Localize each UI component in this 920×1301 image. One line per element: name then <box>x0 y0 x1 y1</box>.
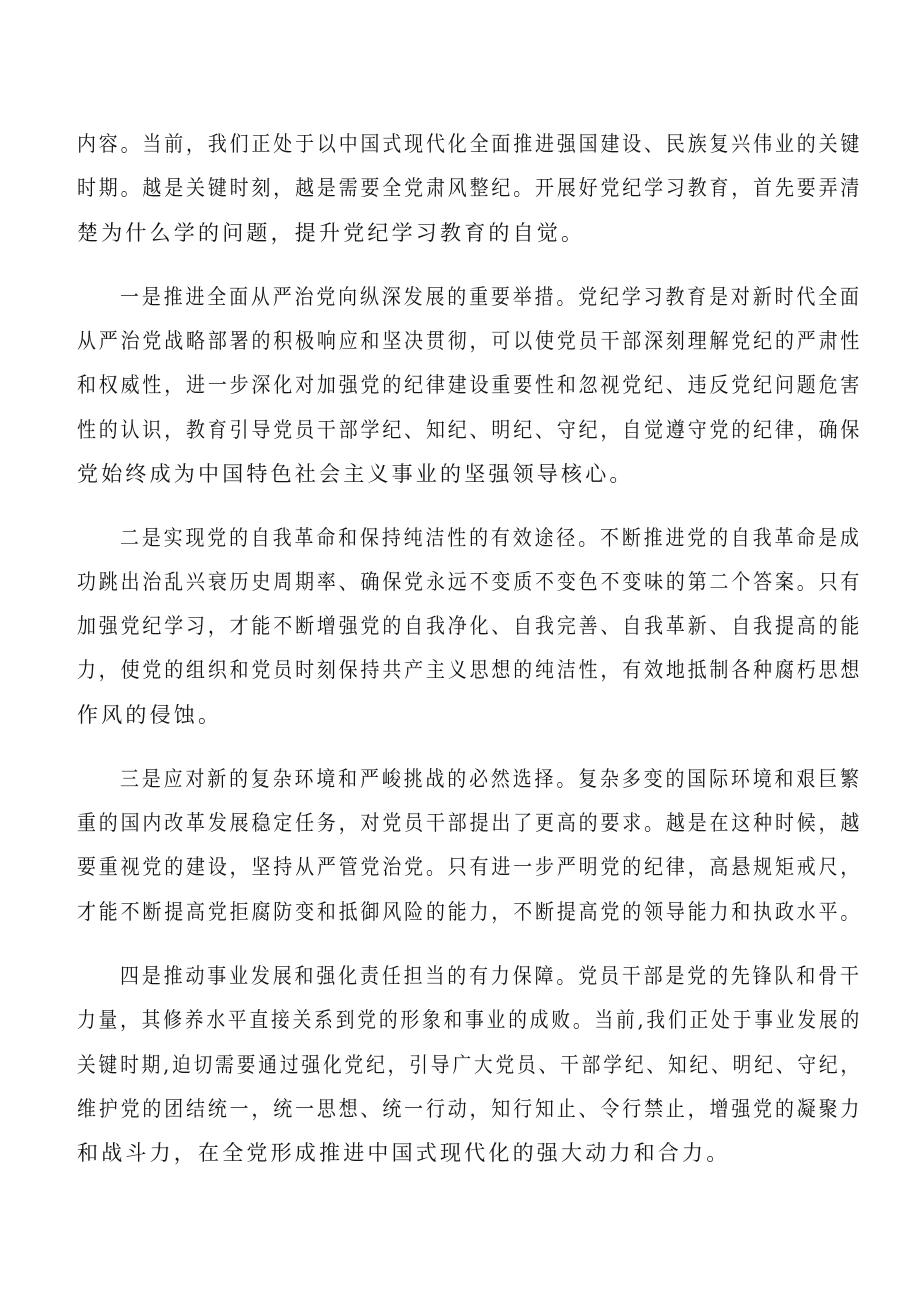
text-line: 功跳出治乱兴衰历史周期率、确保党永远不变质不变色不变味的第二个答案。只有 <box>77 570 863 594</box>
text-line: 力，使党的组织和党员时刻保持共产主义思想的纯洁性，有效地抵制各种腐朽思想 <box>77 658 863 682</box>
text-line: 维护党的团结统一，统一思想、统一行动，知行知止、令行禁止，增强党的凝聚力 <box>77 1097 863 1121</box>
text-line: 时期。越是关键时刻，越是需要全党肃风整纪。开展好党纪学习教育，首先要弄清 <box>77 176 863 200</box>
text-line: 四是推动事业发展和强化责任担当的有力保障。党员干部是党的先锋队和骨干 <box>120 964 862 988</box>
text-line: 重的国内改革发展稳定任务，对党员干部提出了更高的要求。越是在这种时候，越 <box>77 811 863 835</box>
text-line: 作风的侵蚀。 <box>77 703 223 727</box>
text-line: 从严治党战略部署的积极响应和坚决贯彻，可以使党员干部深刻理解党纪的严肃性 <box>77 329 863 353</box>
text-line: 才能不断提高党拒腐防变和抵御风险的能力，不断提高党的领导能力和执政水平。 <box>77 900 863 924</box>
text-line: 和战斗力，在全党形成推进中国式现代化的强大动力和合力。 <box>77 1141 731 1165</box>
text-line: 内容。当前，我们正处于以中国式现代化全面推进强国建设、民族复兴伟业的关键 <box>77 132 863 156</box>
text-line: 和权威性，进一步深化对加强党的纪律建设重要性和忽视党纪、违反党纪问题危害 <box>77 373 863 397</box>
text-line: 加强党纪学习，才能不断增强党的自我净化、自我完善、自我革新、自我提高的能 <box>77 614 863 638</box>
text-line: 关键时期,迫切需要通过强化党纪，引导广大党员、干部学纪、知纪、明纪、守纪， <box>77 1053 863 1077</box>
text-line: 楚为什么学的问题，提升党纪学习教育的自觉。 <box>77 221 586 245</box>
text-line: 性的认识，教育引导党员干部学纪、知纪、明纪、守纪，自觉遵守党的纪律，确保 <box>77 418 863 442</box>
text-line: 三是应对新的复杂环境和严峻挑战的必然选择。复杂多变的国际环境和艰巨繁 <box>120 767 862 791</box>
text-line: 一是推进全面从严治党向纵深发展的重要举措。党纪学习教育是对新时代全面 <box>120 285 862 309</box>
text-line: 二是实现党的自我革命和保持纯洁性的有效途径。不断推进党的自我革命是成 <box>120 526 862 550</box>
text-line: 要重视党的建设，坚持从严管党治党。只有进一步严明党的纪律，高悬规矩戒尺， <box>77 855 863 879</box>
text-line: 力量，其修养水平直接关系到党的形象和事业的成败。当前,我们正处于事业发展的 <box>77 1008 863 1032</box>
text-line: 党始终成为中国特色社会主义事业的坚强领导核心。 <box>77 462 634 486</box>
